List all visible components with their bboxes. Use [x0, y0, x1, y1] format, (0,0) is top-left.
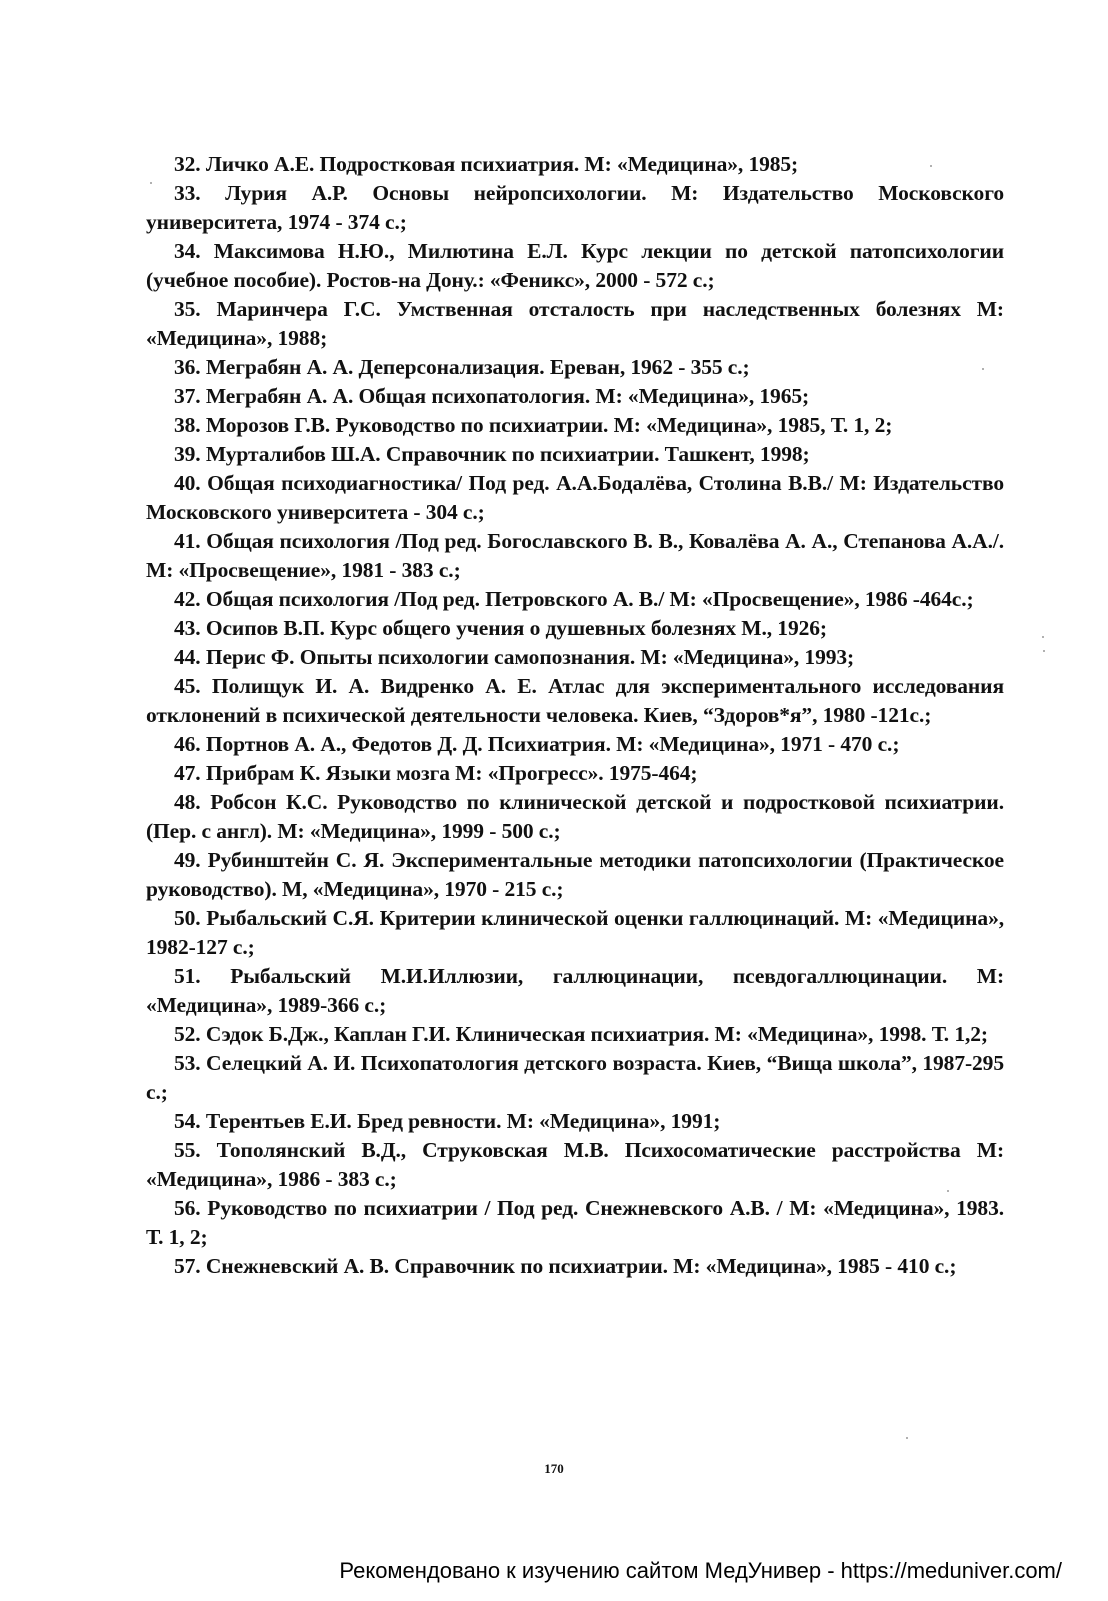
- reference-item: 39. Мурталибов Ш.А. Справочник по психиатрии. Ташкент, 1998;: [174, 442, 810, 466]
- scan-speck: [930, 165, 932, 167]
- reference-item: 45. Полищук И. А. Видренко А. Е. Атлас для экспериментального исследования отклонений в психической деятельности человека. Киев, “Здоров*я”, 1980 -121с.;: [146, 674, 1004, 727]
- scan-speck: [1042, 636, 1044, 638]
- page-number: 170: [544, 1461, 564, 1476]
- reference-item: 34. Максимова Н.Ю., Милютина Е.Л. Курс лекции по детской патопсихологии (учебное пособие). Ростов-на Дону.: «Феникс», 2000 - 572 с.;: [146, 239, 1004, 292]
- reference-item: 55. Тополянский В.Д., Струковская М.В. Психосоматические расстройства М: «Медицина», 1986 - 383 с.;: [146, 1138, 1004, 1191]
- reference-item: 44. Перис Ф. Опыты психологии самопознания. М: «Медицина», 1993;: [174, 645, 855, 669]
- reference-item: 56. Руководство по психиатрии / Под ред. Снежневского А.В. / М: «Медицина», 1983. Т. 1, 2;: [146, 1196, 1004, 1249]
- scan-speck: [947, 1190, 949, 1192]
- reference-item: 54. Терентьев Е.И. Бред ревности. М: «Медицина», 1991;: [174, 1109, 721, 1133]
- reference-item: 43. Осипов В.П. Курс общего учения о душевных болезнях М., 1926;: [174, 616, 827, 640]
- reference-item: 38. Морозов Г.В. Руководство по психиатрии. М: «Медицина», 1985, Т. 1, 2;: [174, 413, 893, 437]
- reference-item: 51. Рыбальский М.И.Иллюзии, галлюцинации, псевдогаллюцинации. М: «Медицина», 1989-366 с.;: [146, 964, 1004, 1017]
- reference-item: 47. Прибрам К. Языки мозга М: «Прогресс». 1975-464;: [174, 761, 698, 785]
- reference-item: 46. Портнов А. А., Федотов Д. Д. Психиатрия. М: «Медицина», 1971 - 470 с.;: [174, 732, 900, 756]
- reference-item: 41. Общая психология /Под ред. Богославского В. В., Ковалёва А. А., Степанова А.А./. М: «Просвещение», 1981 - 383 с.;: [146, 529, 1004, 582]
- reference-item: 36. Меграбян А. А. Деперсонализация. Ереван, 1962 - 355 с.;: [174, 355, 750, 379]
- reference-item: 42. Общая психология /Под ред. Петровского А. В./ М: «Просвещение», 1986 -464с.;: [174, 587, 974, 611]
- reference-item: 33. Лурия А.Р. Основы нейропсихологии. М: Издательство Московского университета, 1974 - 374 с.;: [146, 181, 1004, 234]
- reference-item: 53. Селецкий А. И. Психопатология детского возраста. Киев, “Вища школа”, 1987-295 с.;: [146, 1051, 1004, 1104]
- reference-item: 52. Сэдок Б.Дж., Каплан Г.И. Клиническая психиатрия. М: «Медицина», 1998. Т. 1,2;: [174, 1022, 988, 1046]
- reference-list: [146, 150, 1004, 1281]
- reference-item: 48. Робсон К.С. Руководство по клинической детской и подростковой психиатрии. (Пер. с англ). М: «Медицина», 1999 - 500 с.;: [146, 790, 1004, 843]
- scan-speck: [1043, 650, 1045, 652]
- reference-item: 49. Рубинштейн С. Я. Экспериментальные методики патопсихологии (Практическое руководство). М, «Медицина», 1970 - 215 с.;: [146, 848, 1004, 901]
- scan-speck: [150, 182, 152, 184]
- reference-item: 40. Общая психодиагностика/ Под ред. А.А.Бодалёва, Столина В.В./ М: Издательство Московского университета - 304 с.;: [146, 471, 1004, 524]
- scan-speck: [906, 1437, 908, 1439]
- scan-speck: [982, 368, 984, 370]
- reference-item: 35. Маринчера Г.С. Умственная отсталость при наследственных болезнях М: «Медицина», 1988;: [146, 297, 1004, 350]
- reference-item: 50. Рыбальский С.Я. Критерии клинической оценки галлюцинаций. М: «Медицина», 1982-127 с.;: [146, 906, 1004, 959]
- reference-item: 57. Снежневский А. В. Справочник по психиатрии. М: «Медицина», 1985 - 410 с.;: [174, 1254, 957, 1278]
- reference-item: 37. Меграбян А. А. Общая психопатология. М: «Медицина», 1965;: [174, 384, 810, 408]
- reference-item: 32. Личко А.Е. Подростковая психиатрия. М: «Медицина», 1985;: [174, 152, 799, 176]
- footer-recommendation: Рекомендовано к изучению сайтом МедУнивер - https://meduniver.com/: [339, 1558, 1062, 1583]
